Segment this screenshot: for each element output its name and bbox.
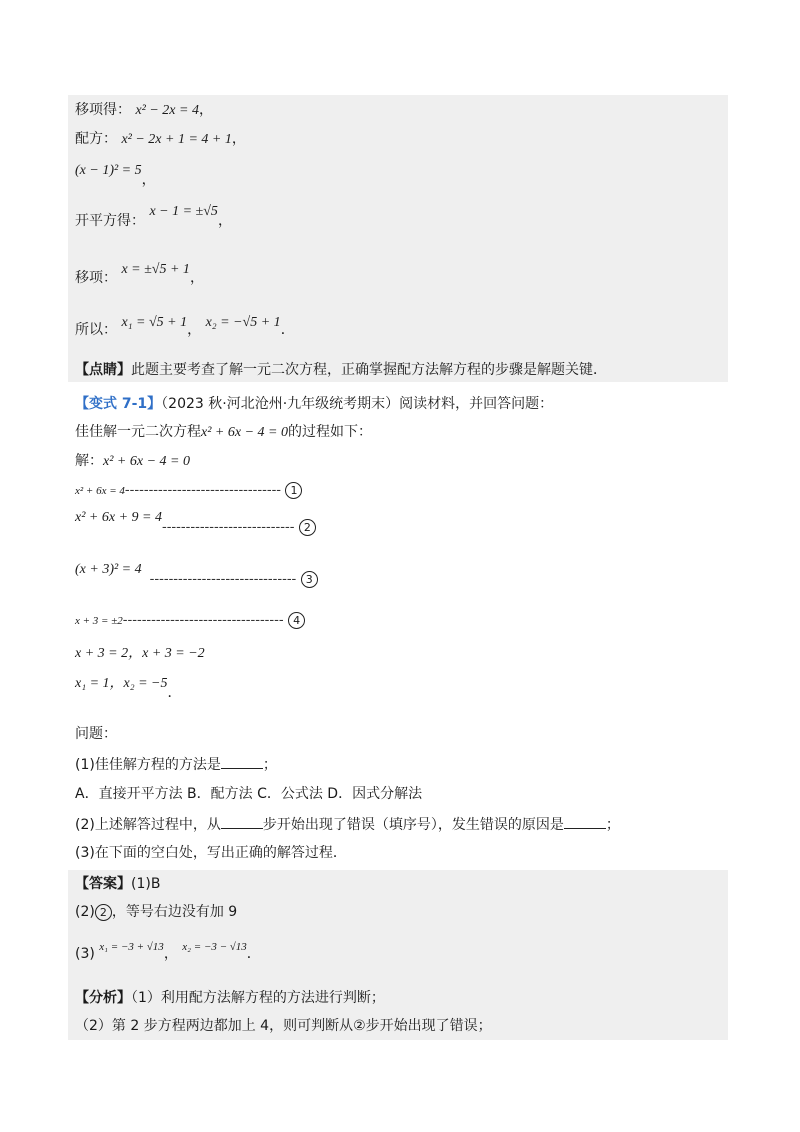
- answer-blank: [564, 814, 606, 829]
- question-2: (2)上述解答过程中，从 步开始出现了错误（填序号），发生错误的原因是 ；: [75, 814, 620, 835]
- answer-line-3: (3) x₁ = −3 + √13， x₂ = −3 − √13．: [75, 941, 261, 962]
- math-eq: x₁ = √5 + 1: [121, 315, 188, 330]
- answer-label: 【答案】: [75, 876, 131, 892]
- circled-number: 3: [301, 571, 318, 588]
- options-line: A．直接开平方法 B．配方法 C．公式法 D．因式分解法: [75, 786, 423, 802]
- solution-line-1: 移项得： x² − 2x = 4，: [75, 102, 213, 118]
- answer-line-2: (2) 2 ，等号右边没有加 9: [75, 904, 238, 920]
- answer-blank: [221, 754, 263, 769]
- variant-header: 【变式 7-1】（2023 秋·河北沧州·九年级统考期末）阅读材料，并回答问题：: [75, 396, 554, 412]
- note-label: 【点睛】: [75, 362, 131, 378]
- analysis-line-1: 【分析】（1）利用配方法解方程的方法进行判断；: [75, 990, 385, 1006]
- circled-number: 1: [285, 482, 302, 499]
- math-eq: x₂ = −3 − √13: [182, 941, 247, 953]
- math-eq: x² − 2x = 4: [135, 103, 199, 118]
- step-4: x + 3 = ±2---------------------------------- 4: [75, 610, 305, 631]
- math-eq: (x + 3)² = 4: [75, 562, 142, 577]
- math-eq: x − 1 = ±√5: [149, 204, 218, 219]
- question-3: (3)在下面的空白处，写出正确的解答过程．: [75, 845, 347, 861]
- math-eq: x² + 6x − 4 = 0: [201, 425, 288, 440]
- circled-number: 2: [95, 904, 112, 921]
- solve-line: 解：x² + 6x − 4 = 0: [75, 453, 190, 469]
- analysis-label: 【分析】: [75, 990, 131, 1006]
- solution-line-4: 开平方得： x − 1 = ±√5，: [75, 204, 232, 229]
- circled-number: 4: [288, 612, 305, 629]
- solution-line-5: 移项： x = ±√5 + 1，: [75, 262, 204, 286]
- question-1: (1)佳佳解方程的方法是 ；: [75, 754, 277, 775]
- math-eq: x₂ = −√5 + 1: [205, 315, 281, 330]
- math-eq: x + 3 = ±2: [75, 615, 123, 627]
- variant-intro: 佳佳解一元二次方程x² + 6x − 4 = 0的过程如下：: [75, 424, 372, 440]
- math-eq: x² − 2x + 1 = 4 + 1: [121, 132, 232, 147]
- math-eq: (x − 1)² = 5: [75, 163, 142, 178]
- answer-blank: [221, 814, 263, 829]
- questions-label: 问题：: [75, 726, 117, 742]
- answer-line-1: 【答案】(1)B: [75, 876, 161, 892]
- solution-line-6: 所以： x₁ = √5 + 1， x₂ = −√5 + 1．: [75, 315, 295, 338]
- math-eq: x² + 6x − 4 = 0: [103, 454, 190, 469]
- variant-label: 【变式 7-1】: [75, 396, 162, 412]
- step-5: [75, 643, 205, 664]
- math-eq: x² + 6x = 4: [75, 485, 125, 497]
- math-eq: x + 3 = 2，x + 3 = −2: [75, 646, 205, 661]
- circled-number: 2: [299, 519, 316, 536]
- step-3: (x + 3)² = 4------------------------------- 3: [75, 565, 318, 586]
- math-eq: x² + 6x + 9 = 4: [75, 510, 162, 525]
- math-eq: x₁ = 1，x₂ = −5: [75, 676, 168, 691]
- note-line: 【点睛】此题主要考查了解一元二次方程，正确掌握配方法解方程的步骤是解题关键．: [75, 362, 607, 378]
- math-eq: x = ±√5 + 1: [121, 262, 190, 277]
- math-eq: x₁ = −3 + √13: [99, 941, 164, 953]
- analysis-line-2: （2）第 2 步方程两边都加上 4，则可判断从②步开始出现了错误；: [75, 1018, 492, 1034]
- step-1: x² + 6x = 4--------------------------------- 1: [75, 480, 302, 501]
- solution-line-2: 配方： x² − 2x + 1 = 4 + 1，: [75, 131, 246, 147]
- solution-line-3: (x − 1)² = 5，: [75, 163, 156, 188]
- step-2: x² + 6x + 9 = 4---------------------------- 2: [75, 513, 316, 534]
- step-6: x₁ = 1，x₂ = −5．: [75, 676, 182, 701]
